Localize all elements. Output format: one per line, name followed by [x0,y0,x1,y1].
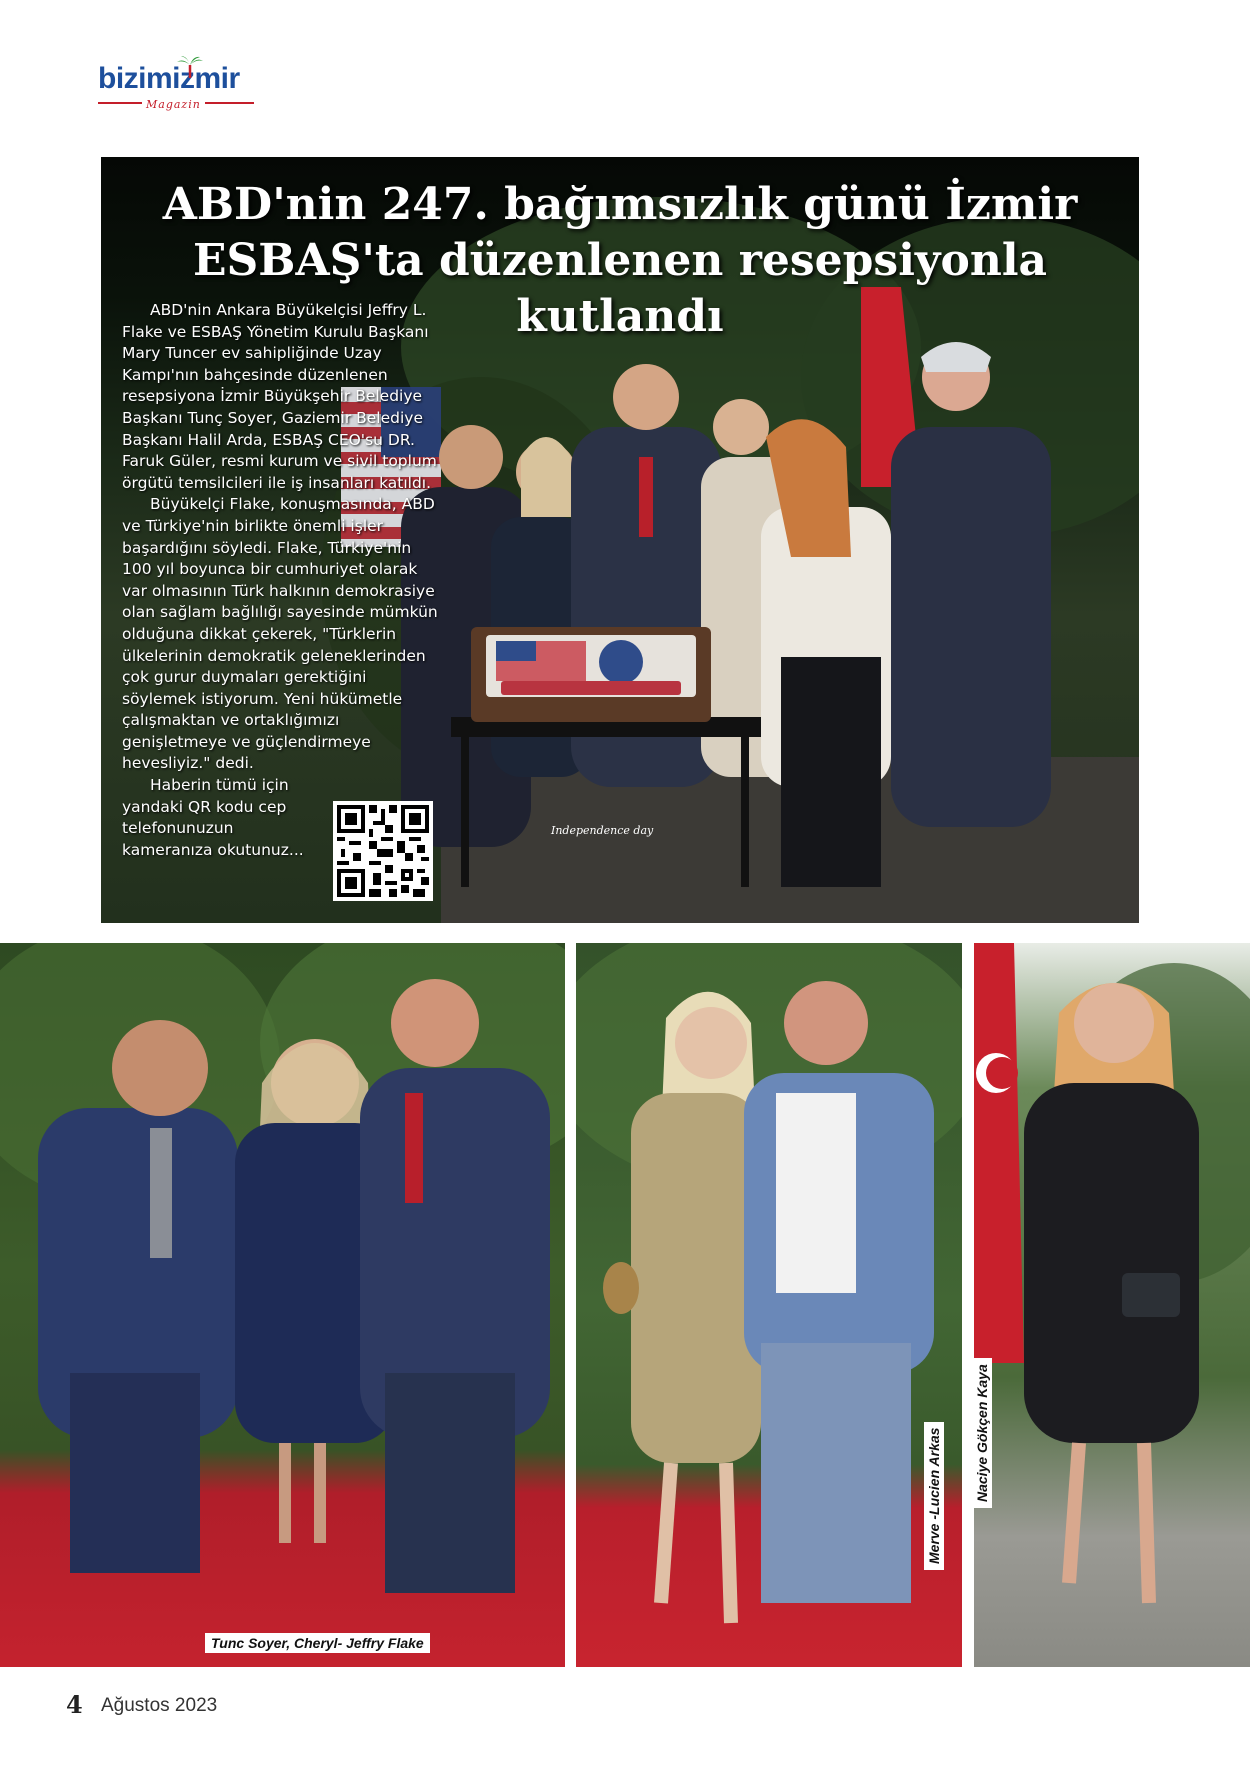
headline-line-2: ESBAŞ'ta düzenlenen resepsiyonla kutlandı [192,235,1048,342]
photo-soyer-flake [0,943,565,1667]
page-number: 4 [66,1690,83,1719]
hero-photo [101,157,1139,923]
cake-label: Independence day [551,824,654,837]
logo-wordmark: bizimizmir [98,62,240,95]
photo-3-caption: Naciye Gökçen Kaya [974,1358,992,1508]
article-body [122,300,442,861]
magazine-logo [98,58,268,113]
logo-subtitle: Magazin [142,98,205,111]
article-paragraph-2: Büyükelçi Flake, konuşmasında, ABD ve Türkiye'nin birlikte önemli işler başardığını söyledi. Flake, Türkiye'nin 100 yıl boyunca bir cumhuriyet olarak var olmasının Türk halkının demokrasiye olan sağlam bağlılığı sayesinde mümkün olduğuna dikkat çekerek, "Türklerin ülkelerinin demokratik geleneklerinden çok gurur duymaları gerektiğini söylemek istiyorum. Yeni hükümetle çalışmaktan ve ortaklığımızı genişletmeye ve güçlendirmeye hevesliyiz." dedi. [122,495,438,773]
photo-1-scene [0,943,565,1667]
turkish-flag-2 [974,943,1024,1363]
photo-2-scene [576,943,962,1667]
photo-3-scene [974,943,1250,1667]
photo-2-caption: Merve -Lucien Arkas [924,1422,944,1570]
issue-date: Ağustos 2023 [101,1695,218,1716]
palm-tree-icon [177,56,203,78]
article-paragraph-3: Haberin tümü için yandaki QR kodu cep telefonunuzun kameranıza okutunuz... [122,776,304,859]
qr-code-icon[interactable] [333,801,433,901]
photo-1-caption: Tunc Soyer, Cheryl- Jeffry Flake [205,1633,430,1653]
article-paragraph-1: ABD'nin Ankara Büyükelçisi Jeffry L. Flake ve ESBAŞ Yönetim Kurulu Başkanı Mary Tuncer ev sahipliğinde Uzay Kampı'nın bahçesinde düzenlenen resepsiyona İzmir Büyükşehir Belediye Başkanı Tunç Soyer, Gaziemir Belediye Başkanı Halil Arda, ESBAŞ CEO'su DR. Faruk Güler, resmi kurum ve sivil toplum örgütü temsilcileri ile iş insanları katıldı. [122,301,437,492]
independence-day-cake [471,627,711,722]
headline-line-1: ABD'nin 247. bağımsızlık günü İzmir [162,179,1078,230]
photo-naciye-kaya [974,943,1250,1667]
photo-merve-arkas [576,943,962,1667]
